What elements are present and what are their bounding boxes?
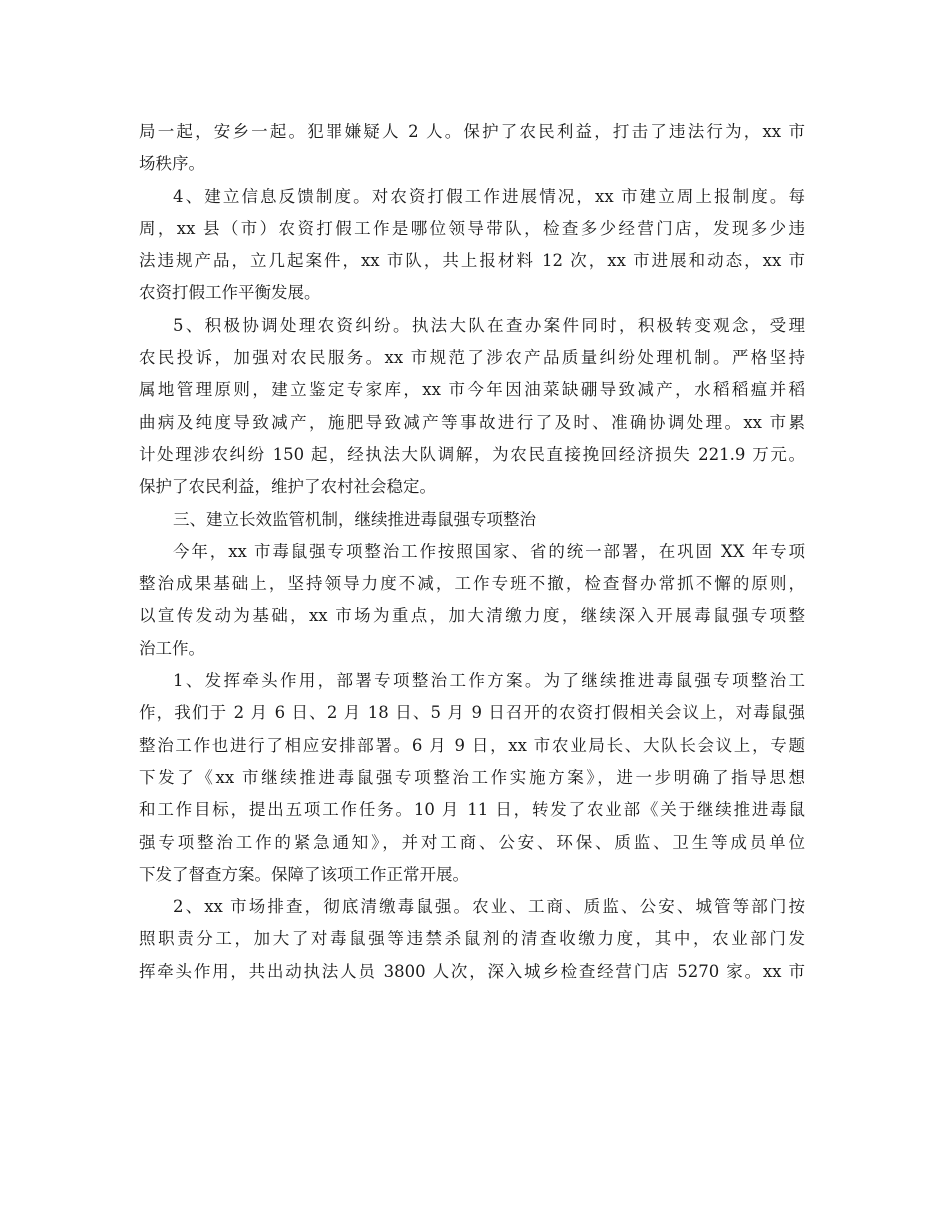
text-line: 周，xx 县（市）农资打假工作是哪位领导带队，检查多少经营门店，发现多少违	[139, 218, 805, 238]
text-line: 场秩序。	[139, 154, 205, 174]
text-line: 今年，xx 市毒鼠强专项整治工作按照国家、省的统一部署，在巩固 XX 年专项	[173, 541, 805, 561]
text-line: 曲病及纯度导致减产，施肥导致减产等事故进行了及时、准确协调处理。xx 市累	[139, 412, 805, 432]
text-line: 计处理涉农纠纷 150 起，经执法大队调解，为农民直接挽回经济损失 221.9 万元。	[139, 444, 805, 464]
text-line: 照职责分工，加大了对毒鼠强等违禁杀鼠剂的清查收缴力度，其中，农业部门发	[139, 929, 805, 949]
text-line: 4、建立信息反馈制度。对农资打假工作进展情况，xx 市建立周上报制度。每	[173, 186, 805, 206]
text-line: 挥牵头作用，共出动执法人员 3800 人次，深入城乡检查经营门店 5270 家。xx 市	[139, 961, 805, 981]
text-line: 属地管理原则，建立鉴定专家库，xx 市今年因油菜缺硼导致减产，水稻稻瘟并稻	[139, 380, 805, 400]
text-line: 作，我们于 2 月 6 日、2 月 18 日、5 月 9 日召开的农资打假相关会议上，对毒鼠强	[139, 703, 805, 723]
text-line: 5、积极协调处理农资纠纷。执法大队在查办案件同时，积极转变观念，受理	[173, 315, 805, 335]
text-line: 强专项整治工作的紧急通知》，并对工商、公安、环保、质监、卫生等成员单位	[139, 832, 805, 852]
text-line: 整治成果基础上，坚持领导力度不减，工作专班不撤，检查督办常抓不懈的原则，	[139, 574, 805, 594]
text-line: 2、xx 市场排查，彻底清缴毒鼠强。农业、工商、质监、公安、城管等部门按	[173, 897, 805, 917]
text-line: 和工作目标，提出五项工作任务。10 月 11 日，转发了农业部《关于继续推进毒鼠	[139, 800, 805, 820]
text-line: 农资打假工作平衡发展。	[139, 283, 321, 303]
text-line: 治工作。	[139, 638, 205, 658]
text-line: 三、建立长效监管机制，继续推进毒鼠强专项整治	[173, 509, 536, 529]
document-body	[139, 116, 805, 988]
text-line: 局一起，安乡一起。犯罪嫌疑人 2 人。保护了农民利益，打击了违法行为，xx 市	[139, 122, 805, 141]
text-line: 农民投诉，加强对农民服务。xx 市规范了涉农产品质量纠纷处理机制。严格坚持	[139, 348, 805, 368]
text-line: 法违规产品，立几起案件，xx 市队，共上报材料 12 次，xx 市进展和动态，xx 市	[139, 251, 805, 271]
text-line: 1、发挥牵头作用，部署专项整治工作方案。为了继续推进毒鼠强专项整治工	[173, 671, 805, 691]
text-line: 整治工作也进行了相应安排部署。6 月 9 日，xx 市农业局长、大队长会议上，专题	[139, 735, 805, 755]
text-line: 下发了督查方案。保障了该项工作正常开展。	[139, 864, 469, 884]
text-line: 以宣传发动为基础，xx 市场为重点，加大清缴力度，继续深入开展毒鼠强专项整	[139, 606, 805, 626]
text-line: 保护了农民利益，维护了农村社会稳定。	[139, 477, 436, 497]
text-line: 下发了《xx 市继续推进毒鼠强专项整治工作实施方案》，进一步明确了指导思想	[139, 767, 805, 787]
